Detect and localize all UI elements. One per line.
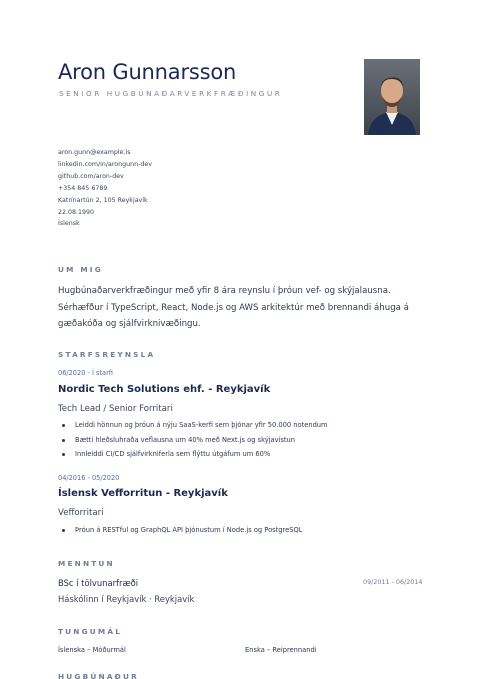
profile-photo <box>364 59 420 135</box>
job-title: SENIOR HUGBÚNAÐARVERKFRÆÐINGUR <box>59 89 283 98</box>
profile-photo-image <box>364 59 420 135</box>
job-company: Nordic Tech Solutions ehf. - Reykjavík <box>58 384 271 395</box>
job-bullets <box>62 523 302 538</box>
job-role: Vefforritari <box>58 508 104 518</box>
contact-address: Katrínartún 2, 105 Reykjavík <box>58 196 148 204</box>
job-role: Tech Lead / Senior Forritari <box>58 404 173 414</box>
contact-email[interactable]: aron.gunn@example.is <box>58 149 131 156</box>
contact-nationality: Íslensk <box>58 220 80 228</box>
job-company: Íslensk Vefforritun - Reykjavík <box>58 488 228 499</box>
job-dates: 06/2020 - Í starfi <box>58 369 113 377</box>
education-degree: BSc í tölvunarfræði <box>58 578 139 588</box>
contact-github[interactable]: github.com/aron-dev <box>58 172 124 180</box>
contact-birthdate: 22.08.1990 <box>58 208 95 216</box>
contact-info <box>58 147 152 230</box>
about-text: Hugbúnaðarverkfræðingur með yfir 8 ára reynslu í þróun vef- og skýjalausna. Sérhæfður í TypeScript, React, Node.js og AWS arkitektúr með brennandi áhuga á gæðakóða og sjálfvirknivæðingu. <box>58 286 409 329</box>
candidate-name: Aron Gunnarsson <box>58 60 237 84</box>
section-heading-experience: STARFSREYNSLA <box>58 350 156 359</box>
section-heading-languages: TUNGUMÁL <box>58 627 123 636</box>
job-bullet: Innleiddi CI/CD sjálfvirkniferla sem flýttu útgáfum um 60% <box>62 447 328 462</box>
section-heading-software: HUGBÚNAÐUR <box>58 672 139 679</box>
job-dates: 04/2016 - 05/2020 <box>58 474 120 482</box>
education-dates: 09/2011 - 06/2014 <box>363 578 423 586</box>
job-bullet: Bætti hleðsluhraða veflausna um 40% með Next.js og skýjavistun <box>62 433 328 448</box>
job-bullets <box>62 418 328 462</box>
contact-phone[interactable]: +354 845 6789 <box>58 184 108 192</box>
section-heading-about: UM MIG <box>58 265 103 274</box>
job-bullet: Þróun á RESTful og GraphQL API þjónustum í Node.js og PostgreSQL <box>62 523 302 538</box>
section-heading-education: MENNTUN <box>58 559 115 568</box>
contact-linkedin[interactable]: linkedin.com/in/arongunn-dev <box>58 160 152 168</box>
language-item: Íslenska – Móðurmál <box>58 646 126 654</box>
job-bullet: Leiddi hönnun og þróun á nýju SaaS-kerfi sem þjónar yfir 50.000 notendum <box>62 418 328 433</box>
education-school: Háskólinn í Reykjavík · Reykjavík <box>58 594 195 604</box>
language-item: Enska – Reiprennandi <box>245 646 317 654</box>
